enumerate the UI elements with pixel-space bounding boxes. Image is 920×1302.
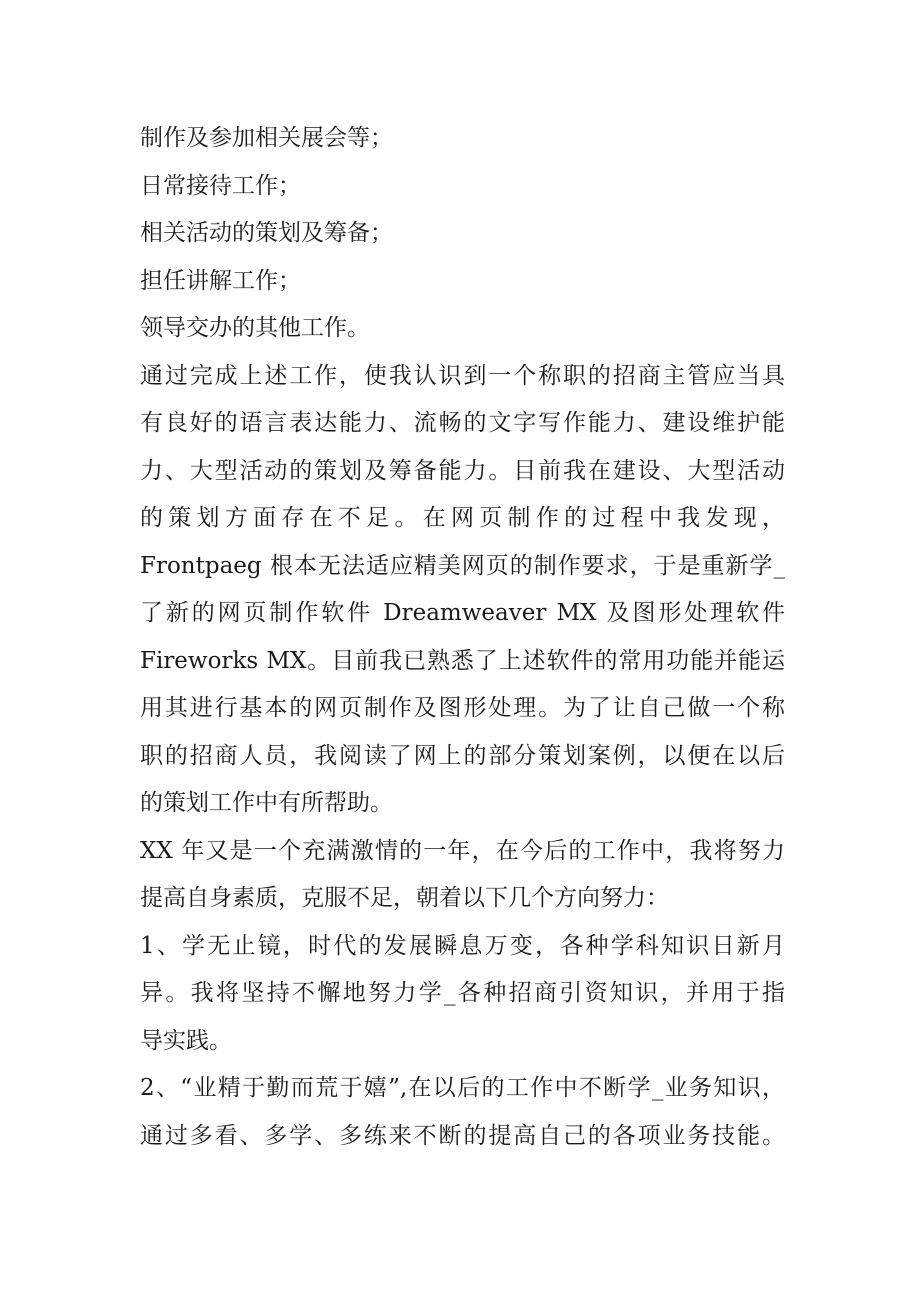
text-line: 2、“业精于勤而荒于嬉”,在以后的工作中不断学_业务知识， bbox=[140, 1075, 785, 1101]
text-line: 担任讲解工作； bbox=[140, 267, 301, 294]
text-line: 提高自身素质，克服不足，朝着以下几个方向努力： bbox=[140, 885, 669, 911]
text-line: 职的招商人员，我阅读了网上的部分策划案例，以便在以后 bbox=[140, 742, 785, 769]
text-line: 通过完成上述工作，使我认识到一个称职的招商主管应当具 bbox=[140, 362, 785, 389]
text-line: 相关活动的策划及筹备； bbox=[140, 220, 393, 246]
text-line: 通过多看、多学、多练来不断的提高自己的各项业务技能。 bbox=[140, 1122, 785, 1149]
text-line: 异。我将坚持不懈地努力学_各种招商引资知识，并用于指 bbox=[140, 980, 785, 1006]
text-line: 制作及参加相关展会等； bbox=[140, 125, 393, 151]
text-line: 有良好的语言表达能力、流畅的文字写作能力、建设维护能 bbox=[140, 410, 785, 436]
text-line: 力、大型活动的策划及筹备能力。目前我在建设、大型活动 bbox=[140, 457, 785, 484]
text-line: 的策划工作中有所帮助。 bbox=[140, 790, 393, 816]
text-line: 了新的网页制作软件 Dreamweaver MX 及图形处理软件 bbox=[140, 600, 785, 626]
text-line: Frontpaeg 根本无法适应精美网页的制作要求，于是重新学_ bbox=[140, 552, 785, 579]
text-line: 用其进行基本的网页制作及图形处理。为了让自己做一个称 bbox=[140, 695, 785, 721]
text-line: 1、学无止镜，时代的发展瞬息万变，各种学科知识日新月 bbox=[140, 932, 785, 959]
text-line: XX 年又是一个充满激情的一年，在今后的工作中，我将努力 bbox=[140, 837, 785, 864]
text-line: 日常接待工作； bbox=[140, 172, 301, 199]
text-line: 导实践。 bbox=[140, 1027, 232, 1054]
text-line: 的策划方面存在不足。在网页制作的过程中我发现， bbox=[140, 505, 785, 531]
document-body bbox=[140, 115, 785, 1160]
text-line: Fireworks MX。目前我已熟悉了上述软件的常用功能并能运 bbox=[140, 647, 785, 674]
text-line: 领导交办的其他工作。 bbox=[140, 315, 370, 341]
